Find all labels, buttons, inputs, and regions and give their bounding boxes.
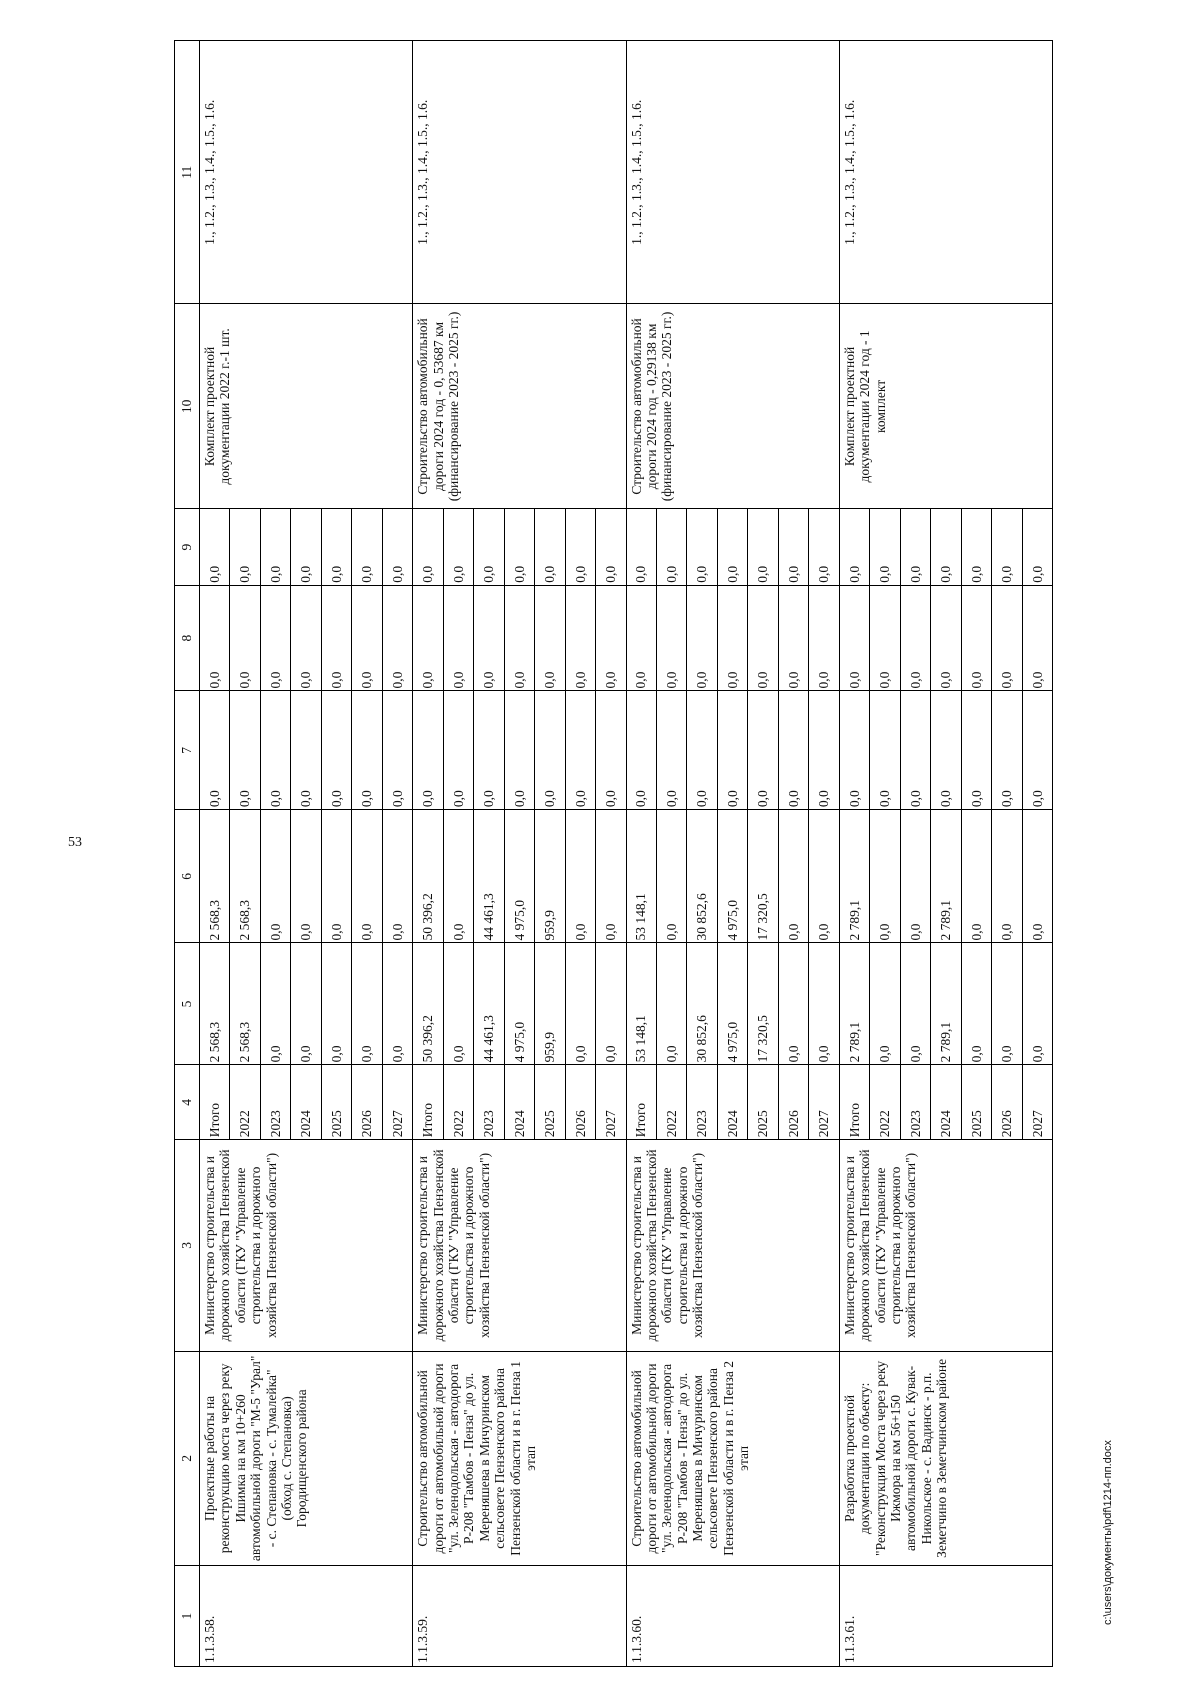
row-col9-value: 0,0 [870,509,901,584]
row-years-value: 2027 [816,1110,832,1138]
row-col8-value: 0,0 [816,671,832,689]
row-col9-value: 0,0 [474,509,505,584]
column-header-4: 4 [175,1065,200,1140]
row-col5-value: 0,0 [900,943,931,1064]
row-col7 [413,691,626,810]
row-col6-value: 2 568,3 [200,810,230,942]
row-col8-value: 0,0 [961,586,992,691]
row-col9-value: 0,0 [200,509,230,584]
row-col8-value: 0,0 [443,586,474,691]
row-years-value: 2022 [230,1065,261,1139]
row-col9-value: 0,0 [260,509,291,584]
footer-file-path-text: c:\users\документы\pdf\1214-пп.docx [1102,1440,1114,1625]
row-years-value: Итого [840,1065,870,1139]
row-id: 1.1.3.59. [413,1566,626,1667]
row-col6-value: 0,0 [352,810,383,942]
row-col8-value: 0,0 [389,671,405,689]
row-col7 [626,691,839,810]
row-col5-value: 0,0 [389,1045,405,1063]
row-years-value: 2022 [656,1065,687,1139]
row-years-value: Итого [200,1065,230,1139]
column-header-1: 1 [175,1566,200,1667]
row-col7-value: 0,0 [535,691,566,809]
row-col9-value: 0,0 [961,509,992,584]
row-col6-value: 2 568,3 [230,810,261,942]
row-col5-value: 0,0 [321,943,352,1064]
row-col5-value: 44 461,3 [474,943,505,1064]
row-col5-value: 17 320,5 [748,943,779,1064]
row-col9 [626,509,839,585]
row-col7-value: 0,0 [603,790,619,808]
row-col9-value: 0,0 [687,509,718,584]
row-col8 [839,585,1052,691]
row-col5-value: 0,0 [291,943,322,1064]
row-col7-value: 0,0 [260,691,291,809]
row-col6-value: 0,0 [291,810,322,942]
row-col7-value: 0,0 [504,691,535,809]
row-years-value: 2025 [321,1065,352,1139]
program-table [174,40,1053,1667]
row-years-value: 2023 [687,1065,718,1139]
row-col7-value: 0,0 [352,691,383,809]
row-col8-value: 0,0 [931,586,962,691]
row-years-value: 2025 [535,1065,566,1139]
row-col8-value: 0,0 [352,586,383,691]
row-col6-value: 0,0 [565,810,596,942]
row-col6-value: 0,0 [443,810,474,942]
row-col6-value: 0,0 [992,810,1023,942]
column-header-3: 3 [175,1140,200,1351]
row-col8-value: 0,0 [748,586,779,691]
row-links: 1., 1.2., 1.3., 1.4., 1.5., 1.6. [413,41,626,304]
row-col7-value: 0,0 [992,691,1023,809]
row-col5-value: 0,0 [1029,1045,1045,1063]
row-links: 1., 1.2., 1.3., 1.4., 1.5., 1.6. [839,41,1052,304]
column-header-2: 2 [175,1351,200,1566]
row-col7-value: 0,0 [748,691,779,809]
row-col5-value: 0,0 [565,943,596,1064]
row-col8-value: 0,0 [1029,671,1045,689]
row-col7-value: 0,0 [291,691,322,809]
header-row [175,41,200,1667]
row-col7-value: 0,0 [961,691,992,809]
row-col9-value: 0,0 [291,509,322,584]
row-col8-value: 0,0 [260,586,291,691]
row-col8 [200,585,413,691]
row-col8-value: 0,0 [992,586,1023,691]
row-col5 [200,943,413,1065]
table-row [413,41,626,1667]
row-years-value: 2024 [931,1065,962,1139]
row-col6-value: 0,0 [778,810,809,942]
row-years-value: 2027 [603,1110,619,1138]
row-col9-value: 0,0 [413,509,443,584]
row-id: 1.1.3.58. [200,1566,413,1667]
row-col8-value: 0,0 [840,586,870,691]
row-col8-value: 0,0 [627,586,657,691]
column-header-11: 11 [175,41,200,304]
row-years-value: 2025 [961,1065,992,1139]
row-result: Строительство автомобильной дороги 2024 год - 0, 53687 км (финансирование 2023 - 2025 гг.) [413,304,626,509]
row-col9-value: 0,0 [840,509,870,584]
row-col7-value: 0,0 [900,691,931,809]
row-col9-value: 0,0 [504,509,535,584]
program-table-rotated [174,40,1053,1667]
row-col6-value: 0,0 [900,810,931,942]
row-years-value: 2023 [900,1065,931,1139]
row-col8-value: 0,0 [535,586,566,691]
row-col5-value: 4 975,0 [717,943,748,1064]
row-col5-value: 50 396,2 [413,943,443,1064]
row-col6-value: 0,0 [870,810,901,942]
row-col8-value: 0,0 [778,586,809,691]
row-col5-value: 2 568,3 [230,943,261,1064]
row-col5-value: 0,0 [352,943,383,1064]
row-years-value: 2025 [748,1065,779,1139]
row-col9-value: 0,0 [230,509,261,584]
row-col9-value: 0,0 [656,509,687,584]
column-header-9: 9 [175,509,200,585]
row-col6-value: 4 975,0 [717,810,748,942]
row-col8-value: 0,0 [687,586,718,691]
page-number: 53 [68,835,82,850]
row-years-value: Итого [413,1065,443,1139]
row-col5-value: 2 789,1 [931,943,962,1064]
row-col5-value: 0,0 [443,943,474,1064]
row-col9-value: 0,0 [565,509,596,584]
row-years-value: 2023 [260,1065,291,1139]
row-col9-value: 0,0 [900,509,931,584]
row-years [413,1065,626,1140]
row-col7-value: 0,0 [565,691,596,809]
row-col6-value: 50 396,2 [413,810,443,942]
row-col5-value: 4 975,0 [504,943,535,1064]
row-col5-value: 2 789,1 [840,943,870,1064]
row-col5-value: 959,9 [535,943,566,1064]
row-col5-value: 30 852,6 [687,943,718,1064]
row-years-value: 2024 [291,1065,322,1139]
row-years-value: 2027 [389,1110,405,1138]
row-col8-value: 0,0 [603,671,619,689]
row-col6 [839,810,1052,943]
row-name: Строительство автомобильной дороги от автомобильной дороги "ул. Зеленодольская - автодорога Р-208 "Тамбов - Пенза" до ул. Мереняшева в Мичуринском сельсовете Пензенского района Пензенской области и в г. Пенза 2 этап [626,1351,839,1566]
row-years [626,1065,839,1140]
row-col7-value: 0,0 [389,790,405,808]
row-result: Комплект проектной документации 2022 г.-1 шт. [200,304,413,509]
column-header-5: 5 [175,943,200,1065]
row-col5-value: 0,0 [603,1045,619,1063]
row-col7-value: 0,0 [1029,790,1045,808]
row-col9 [413,509,626,585]
row-col5-value: 0,0 [961,943,992,1064]
row-col6-value: 0,0 [816,923,832,941]
row-col9-value: 0,0 [627,509,657,584]
row-col7-value: 0,0 [443,691,474,809]
row-col8-value: 0,0 [900,586,931,691]
table-row [626,41,839,1667]
row-col9-value: 0,0 [778,509,809,584]
row-id: 1.1.3.61. [839,1566,1052,1667]
row-col9-value: 0,0 [816,565,832,583]
table-row [200,41,413,1667]
row-col7 [839,691,1052,810]
row-col9-value: 0,0 [603,565,619,583]
row-col5-value: 2 568,3 [200,943,230,1064]
row-col6-value: 53 148,1 [627,810,657,942]
row-col8-value: 0,0 [413,586,443,691]
row-col9-value: 0,0 [443,509,474,584]
row-name: Разработка проектной документации по объекту: "Реконструкция Моста через реку Ижмора на км 56+150 автомобильной дороги с. Кувак-Никольское - с. Вадинск - р.п. Земетчино в Земетчинском районе [839,1351,1052,1566]
row-col7-value: 0,0 [840,691,870,809]
column-header-8: 8 [175,585,200,691]
row-col6 [413,810,626,943]
row-col5-value: 0,0 [870,943,901,1064]
row-col7-value: 0,0 [474,691,505,809]
row-years-value: 2026 [778,1065,809,1139]
row-years-value: Итого [627,1065,657,1139]
row-col8-value: 0,0 [870,586,901,691]
row-years-value: 2022 [870,1065,901,1139]
row-col6-value: 2 789,1 [931,810,962,942]
row-years-value: 2024 [504,1065,535,1139]
row-executor: Министерство строительства и дорожного хозяйства Пензенской области (ГКУ "Управление строительства и дорожного хозяйства Пензенской области") [413,1140,626,1351]
row-col6-value: 4 975,0 [504,810,535,942]
row-links: 1., 1.2., 1.3., 1.4., 1.5., 1.6. [200,41,413,304]
row-years-value: 2023 [474,1065,505,1139]
column-header-10: 10 [175,304,200,509]
row-col5-value: 0,0 [778,943,809,1064]
row-years-value: 2026 [352,1065,383,1139]
row-col8-value: 0,0 [504,586,535,691]
table-row [839,41,1052,1667]
row-col9-value: 0,0 [535,509,566,584]
row-years [200,1065,413,1140]
row-col8-value: 0,0 [656,586,687,691]
row-col5-value: 0,0 [816,1045,832,1063]
row-col5 [413,943,626,1065]
row-years-value: 2022 [443,1065,474,1139]
row-col8-value: 0,0 [321,586,352,691]
row-col7-value: 0,0 [627,691,657,809]
row-col6-value: 0,0 [656,810,687,942]
row-executor: Министерство строительства и дорожного хозяйства Пензенской области (ГКУ "Управление строительства и дорожного хозяйства Пензенской области") [200,1140,413,1351]
row-col9-value: 0,0 [1029,565,1045,583]
row-years [839,1065,1052,1140]
row-col9-value: 0,0 [321,509,352,584]
row-years-value: 2024 [717,1065,748,1139]
row-col6 [200,810,413,943]
row-col6-value: 0,0 [260,810,291,942]
row-col5-value: 0,0 [656,943,687,1064]
row-col9-value: 0,0 [748,509,779,584]
row-col7-value: 0,0 [931,691,962,809]
row-col9-value: 0,0 [352,509,383,584]
row-col6-value: 0,0 [603,923,619,941]
row-col7-value: 0,0 [816,790,832,808]
row-links: 1., 1.2., 1.3., 1.4., 1.5., 1.6. [626,41,839,304]
row-col6-value: 17 320,5 [748,810,779,942]
row-name: Строительство автомобильной дороги от автомобильной дороги "ул. Зеленодольская - автодорога Р-208 "Тамбов - Пенза" до ул. Мереняшева в Мичуринском сельсовете Пензенского района Пензенской области и в г. Пенза 1 этап [413,1351,626,1566]
row-col7-value: 0,0 [717,691,748,809]
row-col7-value: 0,0 [413,691,443,809]
row-executor: Министерство строительства и дорожного хозяйства Пензенской области (ГКУ "Управление строительства и дорожного хозяйства Пензенской области") [626,1140,839,1351]
row-col9-value: 0,0 [931,509,962,584]
row-col6 [626,810,839,943]
row-col8-value: 0,0 [474,586,505,691]
row-col8 [626,585,839,691]
row-col8-value: 0,0 [565,586,596,691]
column-header-7: 7 [175,691,200,810]
row-col6-value: 44 461,3 [474,810,505,942]
row-col7-value: 0,0 [321,691,352,809]
row-col5-value: 53 148,1 [627,943,657,1064]
row-col8-value: 0,0 [291,586,322,691]
row-executor: Министерство строительства и дорожного хозяйства Пензенской области (ГКУ "Управление строительства и дорожного хозяйства Пензенской области") [839,1140,1052,1351]
row-col5-value: 0,0 [992,943,1023,1064]
row-col6-value: 0,0 [961,810,992,942]
row-col7-value: 0,0 [200,691,230,809]
row-col9 [200,509,413,585]
row-col7 [200,691,413,810]
row-col6-value: 2 789,1 [840,810,870,942]
row-col8-value: 0,0 [230,586,261,691]
row-col8-value: 0,0 [200,586,230,691]
column-header-6: 6 [175,810,200,943]
row-col9-value: 0,0 [992,509,1023,584]
row-col7-value: 0,0 [230,691,261,809]
row-col7-value: 0,0 [687,691,718,809]
row-col7-value: 0,0 [656,691,687,809]
row-id: 1.1.3.60. [626,1566,839,1667]
row-years-value: 2026 [565,1065,596,1139]
row-col8-value: 0,0 [717,586,748,691]
row-col6-value: 0,0 [1029,923,1045,941]
row-col6-value: 30 852,6 [687,810,718,942]
row-col9 [839,509,1052,585]
row-col7-value: 0,0 [870,691,901,809]
row-col6-value: 0,0 [389,923,405,941]
row-result: Строительство автомобильной дороги 2024 год - 0,29138 км (финансирование 2023 - 2025 гг.) [626,304,839,509]
row-col5 [839,943,1052,1065]
row-name: Проектные работы на реконструкцию моста через реку Ишимка на км 10+260 автомобильной дороги "М-5 "Урал" - с. Степановка - с. Тумалейка" (обход с. Степановка) Городищенского района [200,1351,413,1566]
row-col7-value: 0,0 [778,691,809,809]
row-col6-value: 0,0 [321,810,352,942]
footer-file-path [1102,1440,1132,1637]
row-years-value: 2027 [1029,1110,1045,1138]
row-col9-value: 0,0 [717,509,748,584]
row-col6-value: 959,9 [535,810,566,942]
row-col9-value: 0,0 [389,565,405,583]
row-years-value: 2026 [992,1065,1023,1139]
row-col8 [413,585,626,691]
row-col5-value: 0,0 [260,943,291,1064]
row-col5 [626,943,839,1065]
row-result: Комплект проектной документации 2024 год - 1 комплект [839,304,1052,509]
